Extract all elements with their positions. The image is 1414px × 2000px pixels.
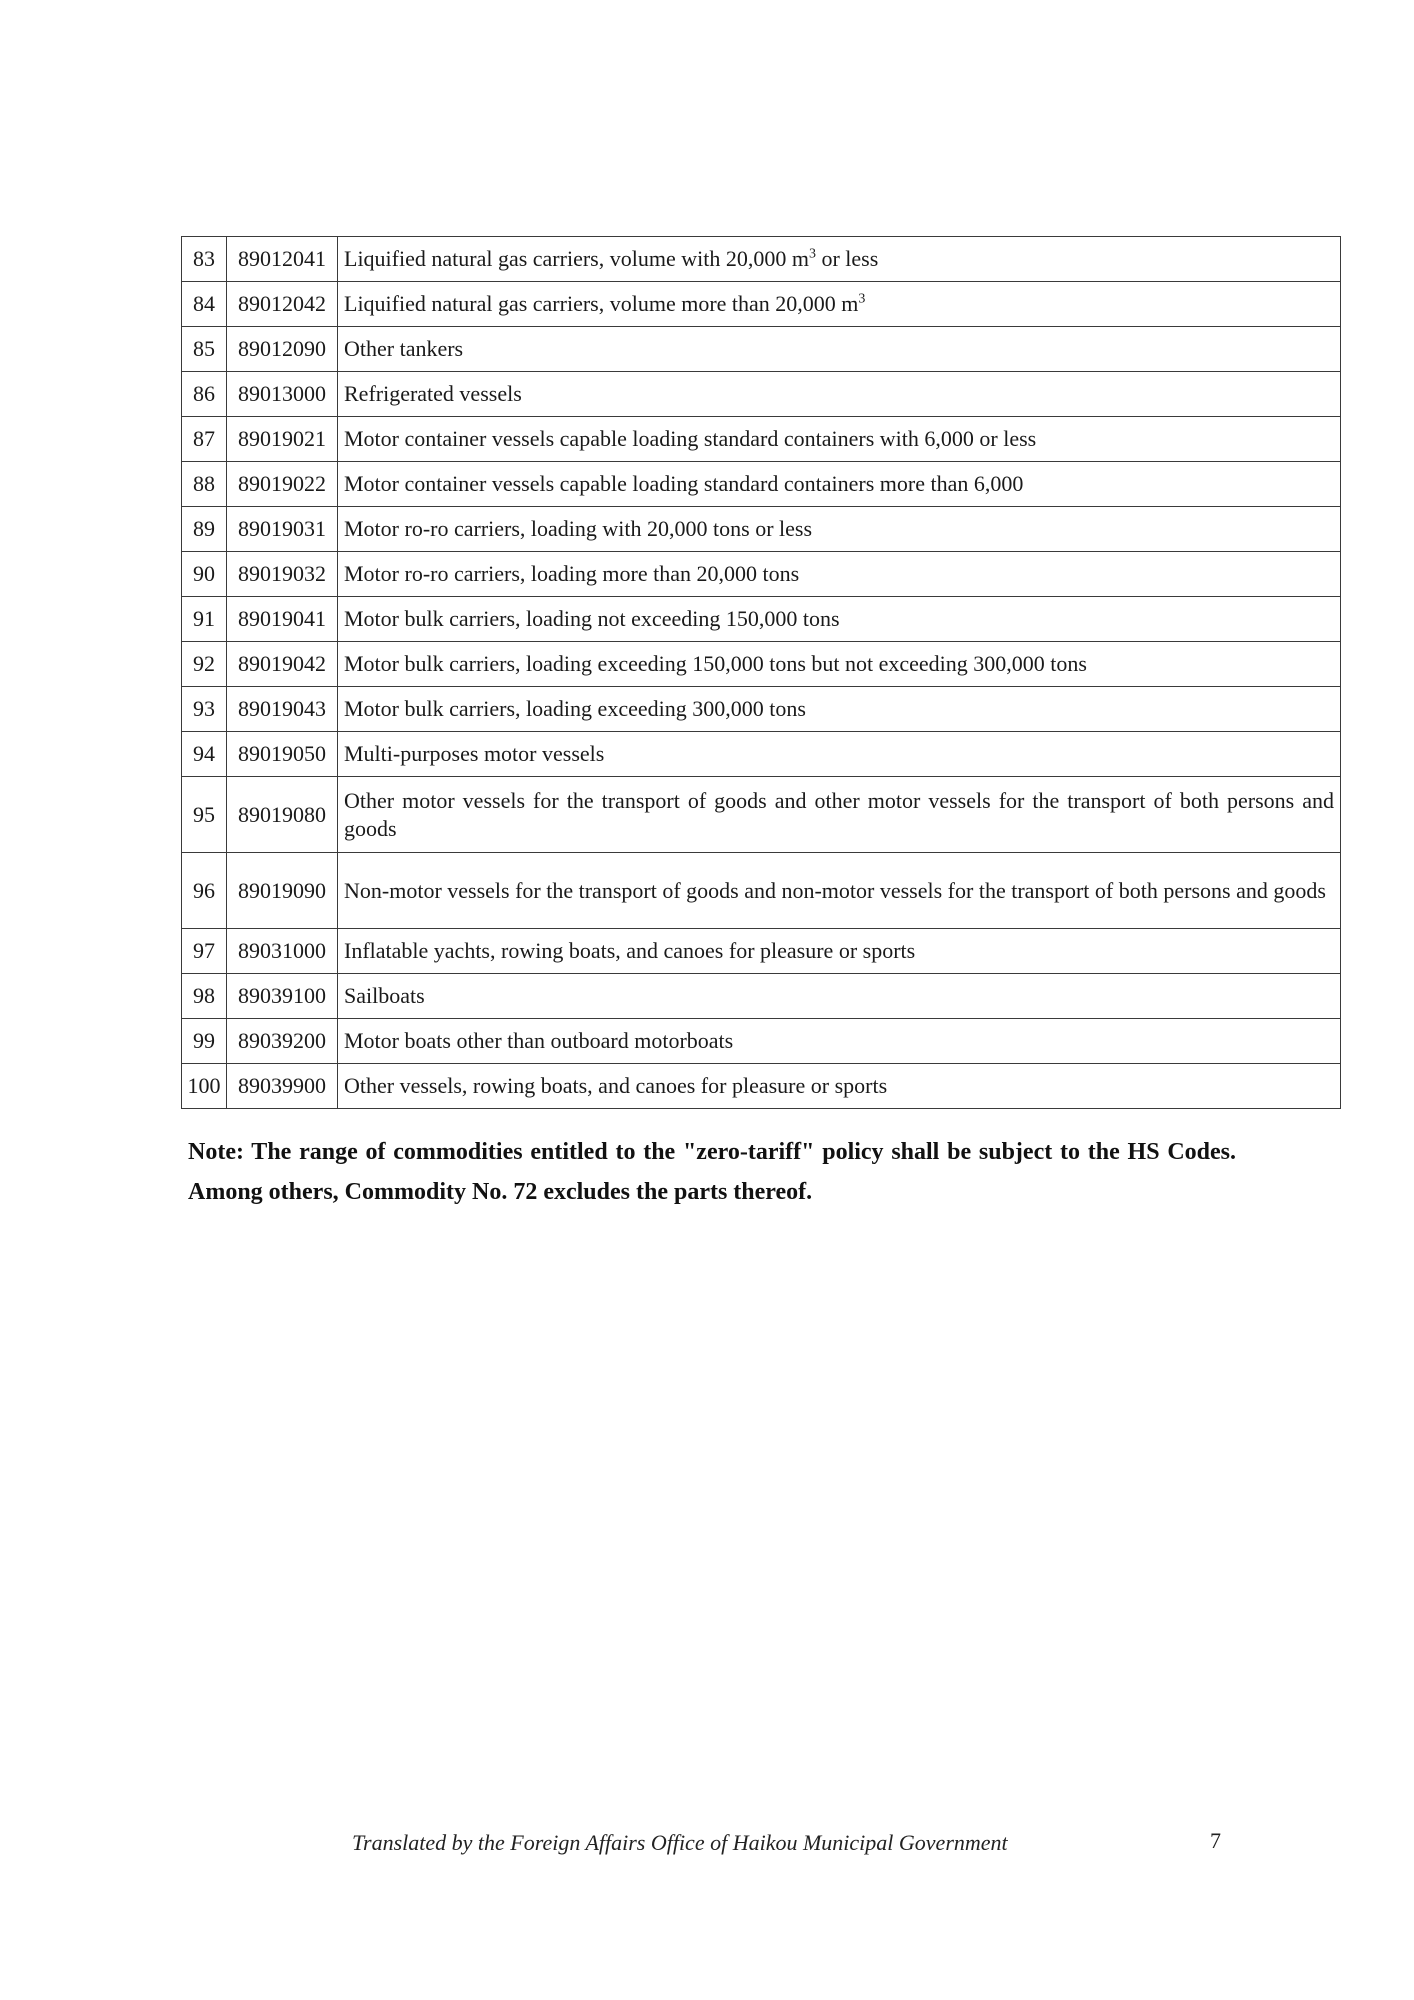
table-row [182,327,1341,372]
hs-code: 89019041 [227,597,338,642]
description-text: Liquified natural gas carriers, volume with 20,000 m [344,246,809,271]
row-number: 86 [182,372,227,417]
table-row [182,1064,1341,1109]
commodity-description: Motor bulk carriers, loading exceeding 150,000 tons but not exceeding 300,000 tons [338,642,1341,687]
row-number: 95 [182,777,227,853]
commodity-description: Inflatable yachts, rowing boats, and canoes for pleasure or sports [338,929,1341,974]
table-row [182,777,1341,853]
hs-code: 89019080 [227,777,338,853]
row-number: 84 [182,282,227,327]
description-text-after: or less [815,246,879,271]
superscript: 3 [858,291,866,307]
hs-code: 89019032 [227,552,338,597]
table-row [182,853,1341,929]
superscript: 3 [808,246,816,262]
table-row [182,372,1341,417]
page-number: 7 [1210,1828,1221,1853]
row-number: 88 [182,462,227,507]
commodity-description: Refrigerated vessels [338,372,1341,417]
commodity-description: Motor bulk carriers, loading exceeding 300,000 tons [338,687,1341,732]
commodity-description: Motor container vessels capable loading standard containers more than 6,000 [338,462,1341,507]
row-number: 85 [182,327,227,372]
hs-code: 89019031 [227,507,338,552]
hs-code: 89012042 [227,282,338,327]
hs-code: 89039100 [227,974,338,1019]
commodity-description: Motor ro-ro carriers, loading with 20,000 tons or less [338,507,1341,552]
commodity-description: Non-motor vessels for the transport of goods and non-motor vessels for the transport of both persons and goods [338,853,1341,929]
commodity-description: Motor ro-ro carriers, loading more than 20,000 tons [338,552,1341,597]
commodity-description: Motor boats other than outboard motorboats [338,1019,1341,1064]
hs-code: 89019022 [227,462,338,507]
commodity-description: Motor bulk carriers, loading not exceeding 150,000 tons [338,597,1341,642]
commodity-description: Motor container vessels capable loading standard containers with 6,000 or less [338,417,1341,462]
policy-note: Note: The range of commodities entitled to the "zero-tariff" policy shall be subject to the HS Codes. Among others, Commodity No. 72 excludes the parts thereof. [188,1139,1236,1205]
row-number: 91 [182,597,227,642]
table-row [182,552,1341,597]
row-number: 93 [182,687,227,732]
hs-code: 89013000 [227,372,338,417]
hs-code: 89019043 [227,687,338,732]
hs-code: 89019021 [227,417,338,462]
hs-code: 89031000 [227,929,338,974]
table-row [182,929,1341,974]
table-row [182,642,1341,687]
table-row [182,507,1341,552]
translator-footer: Translated by the Foreign Affairs Office of Haikou Municipal Government [352,1830,1008,1855]
hs-code: 89019042 [227,642,338,687]
table-row [182,462,1341,507]
row-number: 99 [182,1019,227,1064]
commodity-table [181,236,1341,1109]
table-row [182,237,1341,282]
commodity-description: Sailboats [338,974,1341,1019]
hs-code: 89019090 [227,853,338,929]
row-number: 100 [182,1064,227,1109]
commodity-description: Other tankers [338,327,1341,372]
table-row [182,732,1341,777]
table-row [182,1019,1341,1064]
commodity-table-body [182,237,1341,1109]
hs-code: 89012090 [227,327,338,372]
row-number: 90 [182,552,227,597]
hs-code: 89019050 [227,732,338,777]
row-number: 92 [182,642,227,687]
row-number: 97 [182,929,227,974]
table-row [182,974,1341,1019]
hs-code: 89012041 [227,237,338,282]
row-number: 89 [182,507,227,552]
row-number: 96 [182,853,227,929]
hs-code: 89039200 [227,1019,338,1064]
row-number: 98 [182,974,227,1019]
table-row [182,597,1341,642]
commodity-description: Other motor vessels for the transport of goods and other motor vessels for the transport of both persons and goods [338,777,1341,853]
table-row [182,687,1341,732]
row-number: 83 [182,237,227,282]
table-row [182,282,1341,327]
description-text: Liquified natural gas carriers, volume more than 20,000 m [344,291,859,316]
commodity-description [338,237,1341,282]
row-number: 94 [182,732,227,777]
table-row [182,417,1341,462]
commodity-description: Other vessels, rowing boats, and canoes for pleasure or sports [338,1064,1341,1109]
commodity-description [338,282,1341,327]
commodity-description: Multi-purposes motor vessels [338,732,1341,777]
hs-code: 89039900 [227,1064,338,1109]
row-number: 87 [182,417,227,462]
